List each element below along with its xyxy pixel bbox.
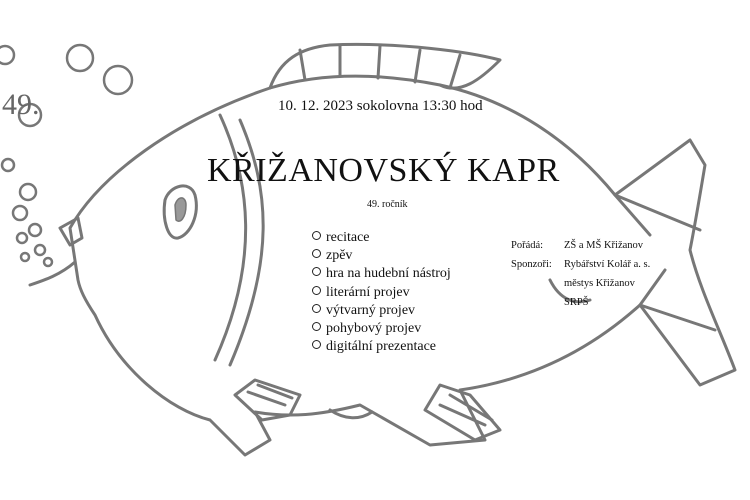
list-item: zpěv <box>312 247 451 265</box>
event-title: KŘIŽANOVSKÝ KAPR <box>207 152 560 189</box>
list-item: literární projev <box>312 284 451 302</box>
sponsor-name: Rybářství Kolář a. s. <box>564 259 651 270</box>
event-subtitle: 49. ročník <box>367 199 408 210</box>
circle-bullet-icon <box>312 286 321 295</box>
date-venue-line: 10. 12. 2023 sokolovna 13:30 hod <box>278 98 483 114</box>
list-item: hra na hudební nástroj <box>312 265 451 283</box>
edition-number: 49. <box>2 88 40 121</box>
circle-bullet-icon <box>312 322 321 331</box>
list-item: výtvarný projev <box>312 302 451 320</box>
list-item: recitace <box>312 229 451 247</box>
sponsor-name: městys Křižanov <box>564 278 635 289</box>
sponsors-label: Sponzoři: <box>511 259 552 270</box>
list-item: pohybový projev <box>312 320 451 338</box>
dorsal-fin <box>270 44 500 88</box>
sponsor-name: SRPŠ <box>564 297 589 308</box>
circle-bullet-icon <box>312 340 321 349</box>
list-item: digitální prezentace <box>312 338 451 356</box>
activity-list <box>312 229 451 356</box>
circle-bullet-icon <box>312 304 321 313</box>
circle-bullet-icon <box>312 267 321 276</box>
ventral-fin <box>425 385 500 440</box>
organizer-label: Pořádá: <box>511 240 544 251</box>
bubbles <box>0 45 132 266</box>
organizer-name: ZŠ a MŠ Křižanov <box>564 240 644 251</box>
circle-bullet-icon <box>312 231 321 240</box>
circle-bullet-icon <box>312 249 321 258</box>
